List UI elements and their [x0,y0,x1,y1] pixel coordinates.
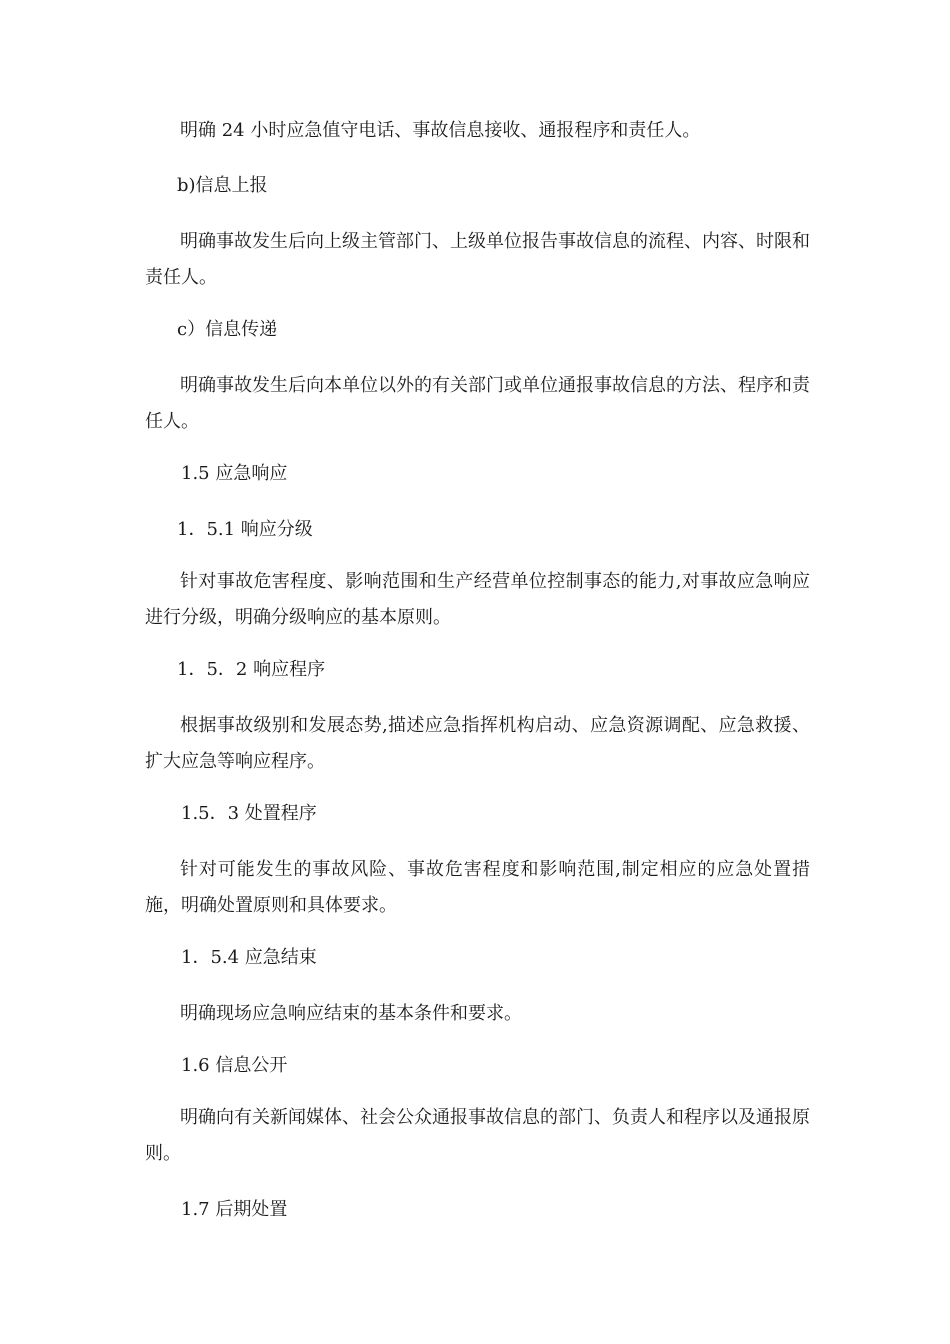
paragraph-response-procedure: 根据事故级别和发展态势,描述应急指挥机构启动、应急资源调配、应急救援、扩大应急等响应程序。 [145,715,810,772]
subheading-info-transfer: c）信息传递 [177,319,278,340]
paragraph-response-grading: 针对事故危害程度、影响范围和生产经营单位控制事态的能力,对事故应急响应进行分级，明确分级响应的基本原则。 [145,571,810,628]
paragraph-duty-phone: 明确 24 小时应急值守电话、事故信息接收、通报程序和责任人。 [180,120,701,141]
subsection-heading-response-procedure: 1．5．2 响应程序 [177,659,326,680]
section-heading-emergency-response: 1.5 应急响应 [181,463,288,484]
paragraph-emergency-end: 明确现场应急响应结束的基本条件和要求。 [180,1003,522,1024]
subsection-heading-emergency-end: 1．5.4 应急结束 [181,947,317,968]
paragraph-disposal-procedure: 针对可能发生的事故风险、事故危害程度和影响范围,制定相应的应急处置措施，明确处置原则和具体要求。 [145,859,810,916]
subheading-info-report: b)信息上报 [177,175,268,196]
section-heading-info-disclosure: 1.6 信息公开 [181,1055,288,1076]
subsection-heading-disposal-procedure: 1.5．3 处置程序 [181,803,317,824]
section-heading-post-disposal: 1.7 后期处置 [181,1199,288,1220]
paragraph-info-transfer: 明确事故发生后向本单位以外的有关部门或单位通报事故信息的方法、程序和责任人。 [145,375,810,432]
subsection-heading-response-grading: 1．5.1 响应分级 [177,519,313,540]
paragraph-info-report: 明确事故发生后向上级主管部门、上级单位报告事故信息的流程、内容、时限和责任人。 [145,231,810,288]
paragraph-info-disclosure: 明确向有关新闻媒体、社会公众通报事故信息的部门、负责人和程序以及通报原则。 [145,1107,810,1164]
